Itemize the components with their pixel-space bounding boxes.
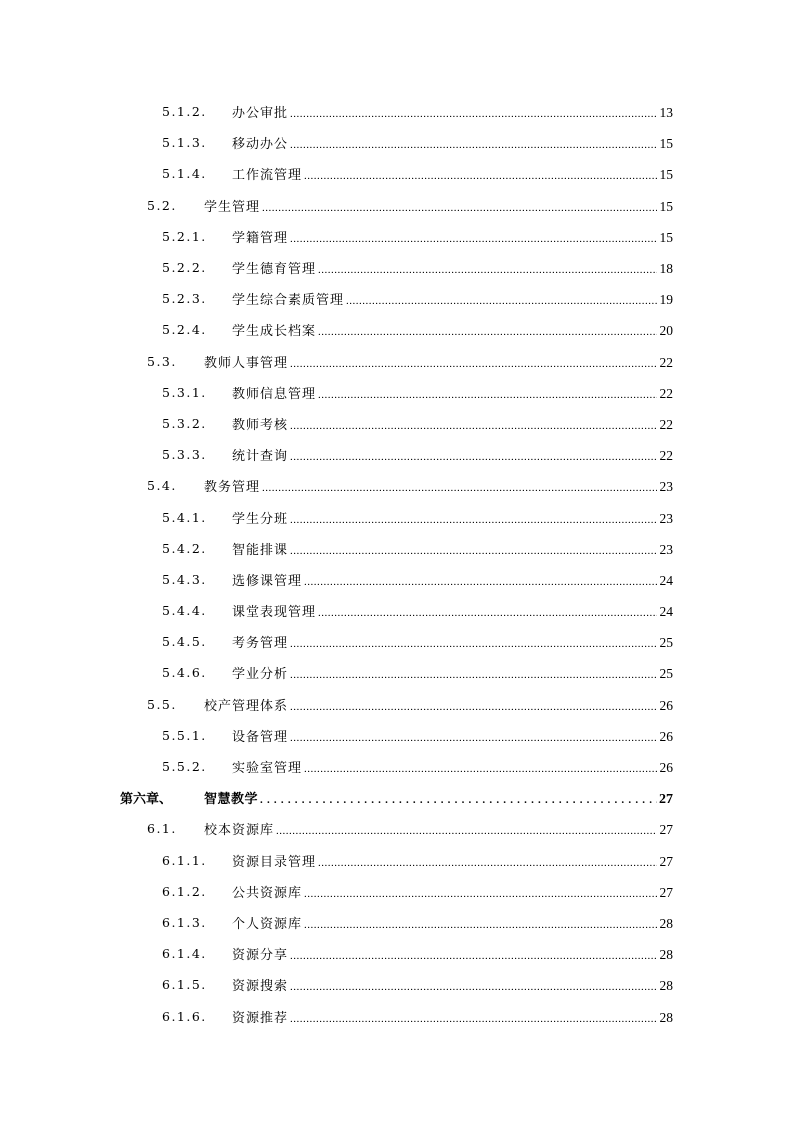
toc-entry-page: 18: [659, 261, 673, 277]
toc-entry-5-5-1[interactable]: [0, 720, 793, 751]
dot-leader: [318, 326, 657, 338]
toc-entry-title: 选修课管理: [232, 573, 303, 589]
toc-entry-page: 27: [659, 884, 673, 900]
dot-leader: [290, 638, 657, 650]
dot-leader: [290, 451, 657, 463]
toc-entry-page: 26: [659, 728, 673, 744]
toc-entry-5-3-2[interactable]: [0, 408, 793, 439]
toc-entry-6-1-5[interactable]: [0, 969, 793, 1000]
toc-entry-5-1-3[interactable]: [0, 127, 793, 158]
toc-entry-number: 6.1.2.: [162, 883, 207, 899]
toc-entry-number: 5.1.2.: [162, 104, 207, 120]
dot-leader: [290, 545, 657, 557]
toc-entry-number: 5.4.: [147, 478, 177, 494]
toc-entry-title: 学生综合素质管理: [232, 293, 345, 309]
toc-entry-number: 6.1.3.: [162, 914, 207, 930]
toc-entry-5-4-4[interactable]: [0, 595, 793, 626]
toc-entry-page: 22: [659, 385, 673, 401]
toc-entry-page: 25: [659, 666, 673, 682]
dot-leader: [290, 981, 657, 993]
toc-entry-page: 23: [659, 510, 673, 526]
dot-leader: [318, 264, 657, 276]
dot-leader: [318, 389, 657, 401]
toc-entry-number: 6.1.: [147, 821, 177, 837]
toc-entry-5-3-3[interactable]: [0, 439, 793, 470]
toc-entry-number: 5.3.2.: [162, 415, 207, 431]
toc-entry-title: 学业分析: [232, 667, 289, 683]
toc-entry-5-4-1[interactable]: [0, 501, 793, 532]
toc-entry-6-1[interactable]: [0, 813, 793, 844]
toc-entry-page: 28: [659, 1009, 673, 1025]
toc-entry-page: 26: [659, 760, 673, 776]
toc-entry-number: 6.1.6.: [162, 1008, 207, 1024]
toc-entry-title: 工作流管理: [232, 168, 303, 184]
toc-entry-title: 考务管理: [232, 636, 289, 652]
dot-leader: [290, 701, 657, 713]
toc-entry-6-1-1[interactable]: [0, 845, 793, 876]
toc-entry-title: 教务管理: [204, 480, 261, 496]
dot-leader: [318, 857, 657, 869]
toc-entry-page: 24: [659, 572, 673, 588]
toc-entry-number: 5.4.6.: [162, 665, 207, 681]
toc-entry-6-1-6[interactable]: [0, 1000, 793, 1031]
toc-entry-number: 5.3.1.: [162, 384, 207, 400]
toc-entry-page: 22: [659, 448, 673, 464]
toc-entry-title: 实验室管理: [232, 761, 303, 777]
dot-leader: [290, 514, 657, 526]
dot-leader: [262, 202, 657, 214]
toc-entry-title: 资源分享: [232, 948, 289, 964]
toc-entry-5-1-4[interactable]: [0, 158, 793, 189]
dot-leader: [290, 420, 657, 432]
toc-entry-number: 5.1.3.: [162, 135, 207, 151]
toc-entry-title: 办公审批: [232, 106, 289, 122]
toc-entry-number: 5.3.: [147, 353, 177, 369]
toc-entry-5-4-5[interactable]: [0, 626, 793, 657]
toc-entry-5-4-3[interactable]: [0, 564, 793, 595]
toc-entry-5-2-4[interactable]: [0, 314, 793, 345]
toc-entry-number: 5.5.2.: [162, 759, 207, 775]
toc-entry-number: 5.5.: [147, 696, 177, 712]
toc-entry-page: 15: [659, 167, 673, 183]
toc-entry-page: 25: [659, 635, 673, 651]
toc-entry-page: 19: [659, 292, 673, 308]
toc-entry-page: 13: [659, 105, 673, 121]
toc-entry-page: 15: [659, 136, 673, 152]
dot-leader: [290, 139, 657, 151]
toc-entry-5-5-2[interactable]: [0, 751, 793, 782]
dot-leader: [290, 950, 657, 962]
toc-entry-5-2-2[interactable]: [0, 252, 793, 283]
toc-entry-number: 5.3.3.: [162, 447, 207, 463]
toc-entry-number: 5.4.2.: [162, 540, 207, 556]
toc-entry-title: 资源搜索: [232, 979, 289, 995]
toc-entry-title: 智能排课: [232, 542, 289, 558]
dot-leader: [304, 919, 657, 931]
toc-entry-number: 5.4.4.: [162, 603, 207, 619]
toc-entry-number: 5.5.1.: [162, 727, 207, 743]
toc-entry-title: 学生分班: [232, 511, 289, 527]
toc-entry-5-4-2[interactable]: [0, 533, 793, 564]
toc-entry-title: 校产管理体系: [204, 698, 289, 714]
toc-entry-number: 5.1.4.: [162, 166, 207, 182]
toc-entry-number: 6.1.4.: [162, 946, 207, 962]
dot-leader: [290, 108, 657, 120]
dot-leader: [260, 794, 657, 806]
toc-entry-page: 26: [659, 697, 673, 713]
dot-leader: [318, 607, 657, 619]
toc-entry-page: 15: [659, 198, 673, 214]
toc-entry-5-1-2[interactable]: [0, 96, 793, 127]
toc-entry-number: 5.2.4.: [162, 322, 207, 338]
toc-entry-title: 学生管理: [204, 199, 261, 215]
toc-entry-title: 资源目录管理: [232, 854, 317, 870]
toc-entry-number: 5.4.3.: [162, 571, 207, 587]
toc-entry-title: 课堂表现管理: [232, 605, 317, 621]
toc-entry-title: 教师人事管理: [204, 355, 289, 371]
toc-entry-page: 15: [659, 229, 673, 245]
toc-entry-number: 6.1.1.: [162, 852, 207, 868]
toc-entry-number: 6.1.5.: [162, 977, 207, 993]
toc-entry-title: 学籍管理: [232, 230, 289, 246]
dot-leader: [304, 170, 657, 182]
toc-entry-page: 27: [659, 791, 673, 807]
toc-entry-5-5[interactable]: [0, 689, 793, 720]
toc-entry-5-2-3[interactable]: [0, 283, 793, 314]
dot-leader: [290, 233, 657, 245]
dot-leader: [304, 888, 657, 900]
toc-entry-number: 5.2.2.: [162, 260, 207, 276]
toc-entry-number: 5.2.1.: [162, 228, 207, 244]
toc-entry-page: 24: [659, 604, 673, 620]
toc-entry-5-3[interactable]: [0, 346, 793, 377]
toc-entry-title: 学生德育管理: [232, 262, 317, 278]
toc-entry-page: 27: [659, 822, 673, 838]
toc-entry-5-4-6[interactable]: [0, 657, 793, 688]
dot-leader: [276, 825, 657, 837]
dot-leader: [304, 576, 657, 588]
toc-entry-page: 23: [659, 479, 673, 495]
toc-entry-title: 学生成长档案: [232, 324, 317, 340]
table-of-contents: [0, 96, 793, 1032]
dot-leader: [290, 732, 657, 744]
toc-entry-title: 个人资源库: [232, 916, 303, 932]
dot-leader: [290, 669, 657, 681]
toc-entry-page: 28: [659, 947, 673, 963]
dot-leader: [262, 482, 657, 494]
toc-entry-number: 5.4.5.: [162, 634, 207, 650]
toc-entry-title: 教师信息管理: [232, 386, 317, 402]
toc-entry-page: 27: [659, 853, 673, 869]
toc-entry-title: 校本资源库: [204, 823, 275, 839]
toc-entry-number: 5.2.: [147, 197, 177, 213]
dot-leader: [304, 763, 657, 775]
dot-leader: [346, 295, 657, 307]
toc-entry-page: 28: [659, 915, 673, 931]
toc-entry-5-3-1[interactable]: [0, 377, 793, 408]
toc-entry-6-1-4[interactable]: [0, 938, 793, 969]
toc-entry-chapter-6[interactable]: [0, 782, 793, 813]
toc-entry-6-1-2[interactable]: [0, 876, 793, 907]
toc-entry-5-4[interactable]: [0, 470, 793, 501]
toc-entry-title: 统计查询: [232, 449, 289, 465]
toc-entry-page: 23: [659, 541, 673, 557]
dot-leader: [290, 1013, 657, 1025]
toc-entry-number: 5.4.1.: [162, 509, 207, 525]
toc-entry-title: 移动办公: [232, 137, 289, 153]
toc-chapter-title: 智慧教学: [204, 791, 259, 807]
toc-entry-5-2-1[interactable]: [0, 221, 793, 252]
toc-entry-title: 教师考核: [232, 417, 289, 433]
toc-entry-page: 22: [659, 416, 673, 432]
toc-entry-title: 设备管理: [232, 729, 289, 745]
toc-entry-page: 22: [659, 354, 673, 370]
toc-entry-page: 20: [659, 323, 673, 339]
toc-entry-title: 公共资源库: [232, 885, 303, 901]
dot-leader: [290, 358, 657, 370]
toc-entry-number: 5.2.3.: [162, 291, 207, 307]
toc-entry-6-1-3[interactable]: [0, 907, 793, 938]
toc-chapter-number: 第六章、: [120, 792, 173, 808]
toc-entry-page: 28: [659, 978, 673, 994]
toc-entry-title: 资源推荐: [232, 1010, 289, 1026]
toc-entry-5-2[interactable]: [0, 190, 793, 221]
